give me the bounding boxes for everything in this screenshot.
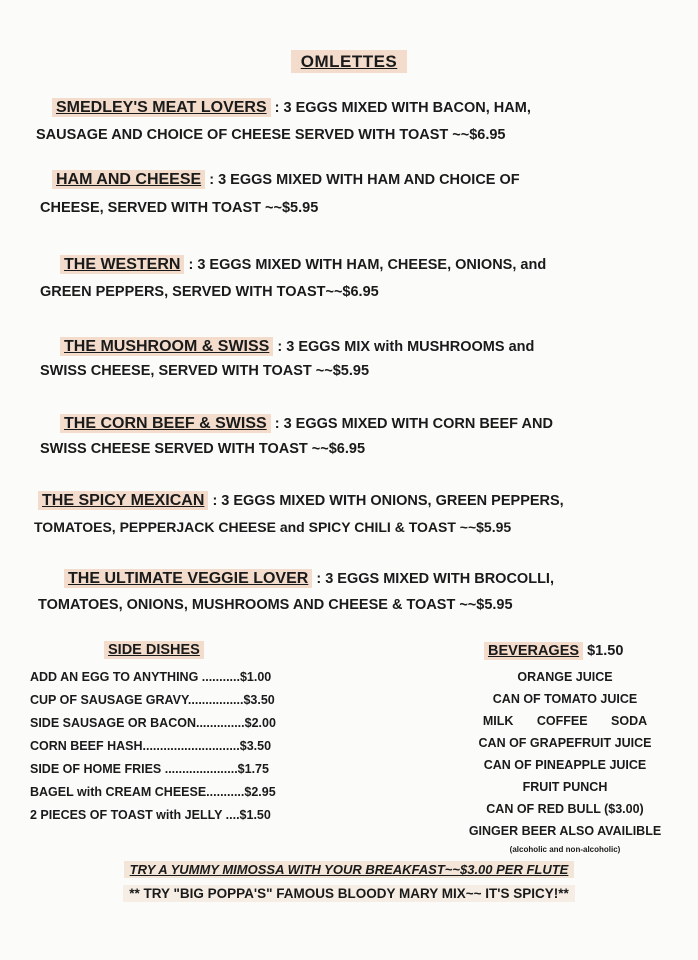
side-dish-item: CORN BEEF HASH............................$3.50 (30, 739, 272, 753)
side-dishes-list (30, 666, 350, 827)
omelette-name: THE CORN BEEF & SWISS (60, 414, 271, 433)
beverage-item: CAN OF RED BULL ($3.00) (486, 802, 644, 816)
omelette-desc: : 3 EGGS MIXED WITH BACON, HAM, (274, 100, 531, 116)
omelette-desc-line2: SWISS CHEESE SERVED WITH TOAST ~~$6.95 (40, 441, 366, 457)
omelette-desc-line2: TOMATOES, PEPPERJACK CHEESE and SPICY CHILI & TOAST ~~$5.95 (34, 519, 512, 535)
side-dishes-title: SIDE DISHES (104, 641, 204, 659)
omelette-desc-line2: SWISS CHEESE, SERVED WITH TOAST ~~$5.95 (40, 363, 370, 379)
omelette-item (38, 487, 564, 515)
omelette-item (60, 410, 553, 438)
mimosa-promo (0, 862, 698, 877)
beverage-item: CAN OF PINEAPPLE JUICE (483, 758, 647, 772)
beverage-item: CAN OF TOMATO JUICE (492, 692, 638, 706)
omelette-name: SMEDLEY'S MEAT LOVERS (52, 98, 271, 117)
side-dish-item: SIDE SAUSAGE OR BACON..............$2.00 (30, 716, 276, 730)
bloody-mary-promo (0, 886, 698, 901)
omelette-desc-line2: TOMATOES, ONIONS, MUSHROOMS AND CHEESE & TOAST ~~$5.95 (38, 597, 513, 613)
omelette-item (52, 94, 531, 122)
omelette-item (52, 166, 520, 194)
beverages-title: BEVERAGES (484, 642, 583, 660)
beverage-item: SODA (611, 714, 648, 728)
omelette-desc-line2: CHEESE, SERVED WITH TOAST ~~$5.95 (40, 200, 319, 216)
beverage-item: FRUIT PUNCH (522, 780, 608, 794)
omelette-item (60, 251, 546, 279)
beverage-item: GINGER BEER ALSO AVAILIBLE (468, 824, 662, 838)
side-dishes-heading (104, 642, 204, 658)
side-dish-item: CUP OF SAUSAGE GRAVY................$3.50 (30, 693, 275, 707)
omelette-name: THE ULTIMATE VEGGIE LOVER (64, 569, 312, 588)
side-dish-item: BAGEL with CREAM CHEESE...........$2.95 (30, 785, 276, 799)
side-dish-item: SIDE OF HOME FRIES .....................$1.75 (30, 762, 269, 776)
title-text: OMLETTES (291, 50, 408, 73)
omelette-name: THE SPICY MEXICAN (38, 491, 208, 510)
side-dish-item: 2 PIECES OF TOAST with JELLY ....$1.50 (30, 808, 271, 822)
omelette-item (64, 565, 554, 593)
omelette-desc-line2: SAUSAGE AND CHOICE OF CHEESE SERVED WITH TOAST ~~$6.95 (36, 127, 506, 143)
beverage-row-milk-coffee-soda (440, 710, 690, 732)
omelette-desc-line2: GREEN PEPPERS, SERVED WITH TOAST~~$6.95 (40, 284, 379, 300)
omelette-name: HAM AND CHEESE (52, 170, 205, 189)
omelette-desc: : 3 EGGS MIXED WITH HAM AND CHOICE OF (209, 172, 520, 188)
omelette-desc: : 3 EGGS MIX with MUSHROOMS and (277, 339, 535, 355)
beverage-item: MILK (482, 714, 514, 728)
bloody-mary-text: ** TRY "BIG POPPA'S" FAMOUS BLOODY MARY MIX~~ IT'S SPICY!** (123, 885, 575, 902)
beverage-note: (alcoholic and non-alcoholic) (509, 845, 621, 854)
side-dish-item: ADD AN EGG TO ANYTHING ...........$1.00 (30, 670, 272, 684)
omelette-name: THE MUSHROOM & SWISS (60, 337, 273, 356)
beverages-heading (484, 643, 623, 659)
beverage-item: COFFEE (536, 714, 588, 728)
mimosa-text: TRY A YUMMY MIMOSSA WITH YOUR BREAKFAST~~$3.00 PER FLUTE (124, 861, 575, 878)
omelette-name: THE WESTERN (60, 255, 184, 274)
omelette-desc: : 3 EGGS MIXED WITH BROCOLLI, (316, 571, 554, 587)
omelette-desc: : 3 EGGS MIXED WITH CORN BEEF AND (274, 416, 553, 432)
beverage-item: ORANGE JUICE (517, 670, 613, 684)
beverage-item: CAN OF GRAPEFRUIT JUICE (478, 736, 652, 750)
omelette-desc: : 3 EGGS MIXED WITH HAM, CHEESE, ONIONS, and (188, 257, 547, 273)
page-title (0, 52, 698, 72)
beverages-list (440, 666, 690, 858)
beverages-price: $1.50 (587, 643, 624, 659)
omelette-desc: : 3 EGGS MIXED WITH ONIONS, GREEN PEPPERS, (212, 493, 564, 509)
